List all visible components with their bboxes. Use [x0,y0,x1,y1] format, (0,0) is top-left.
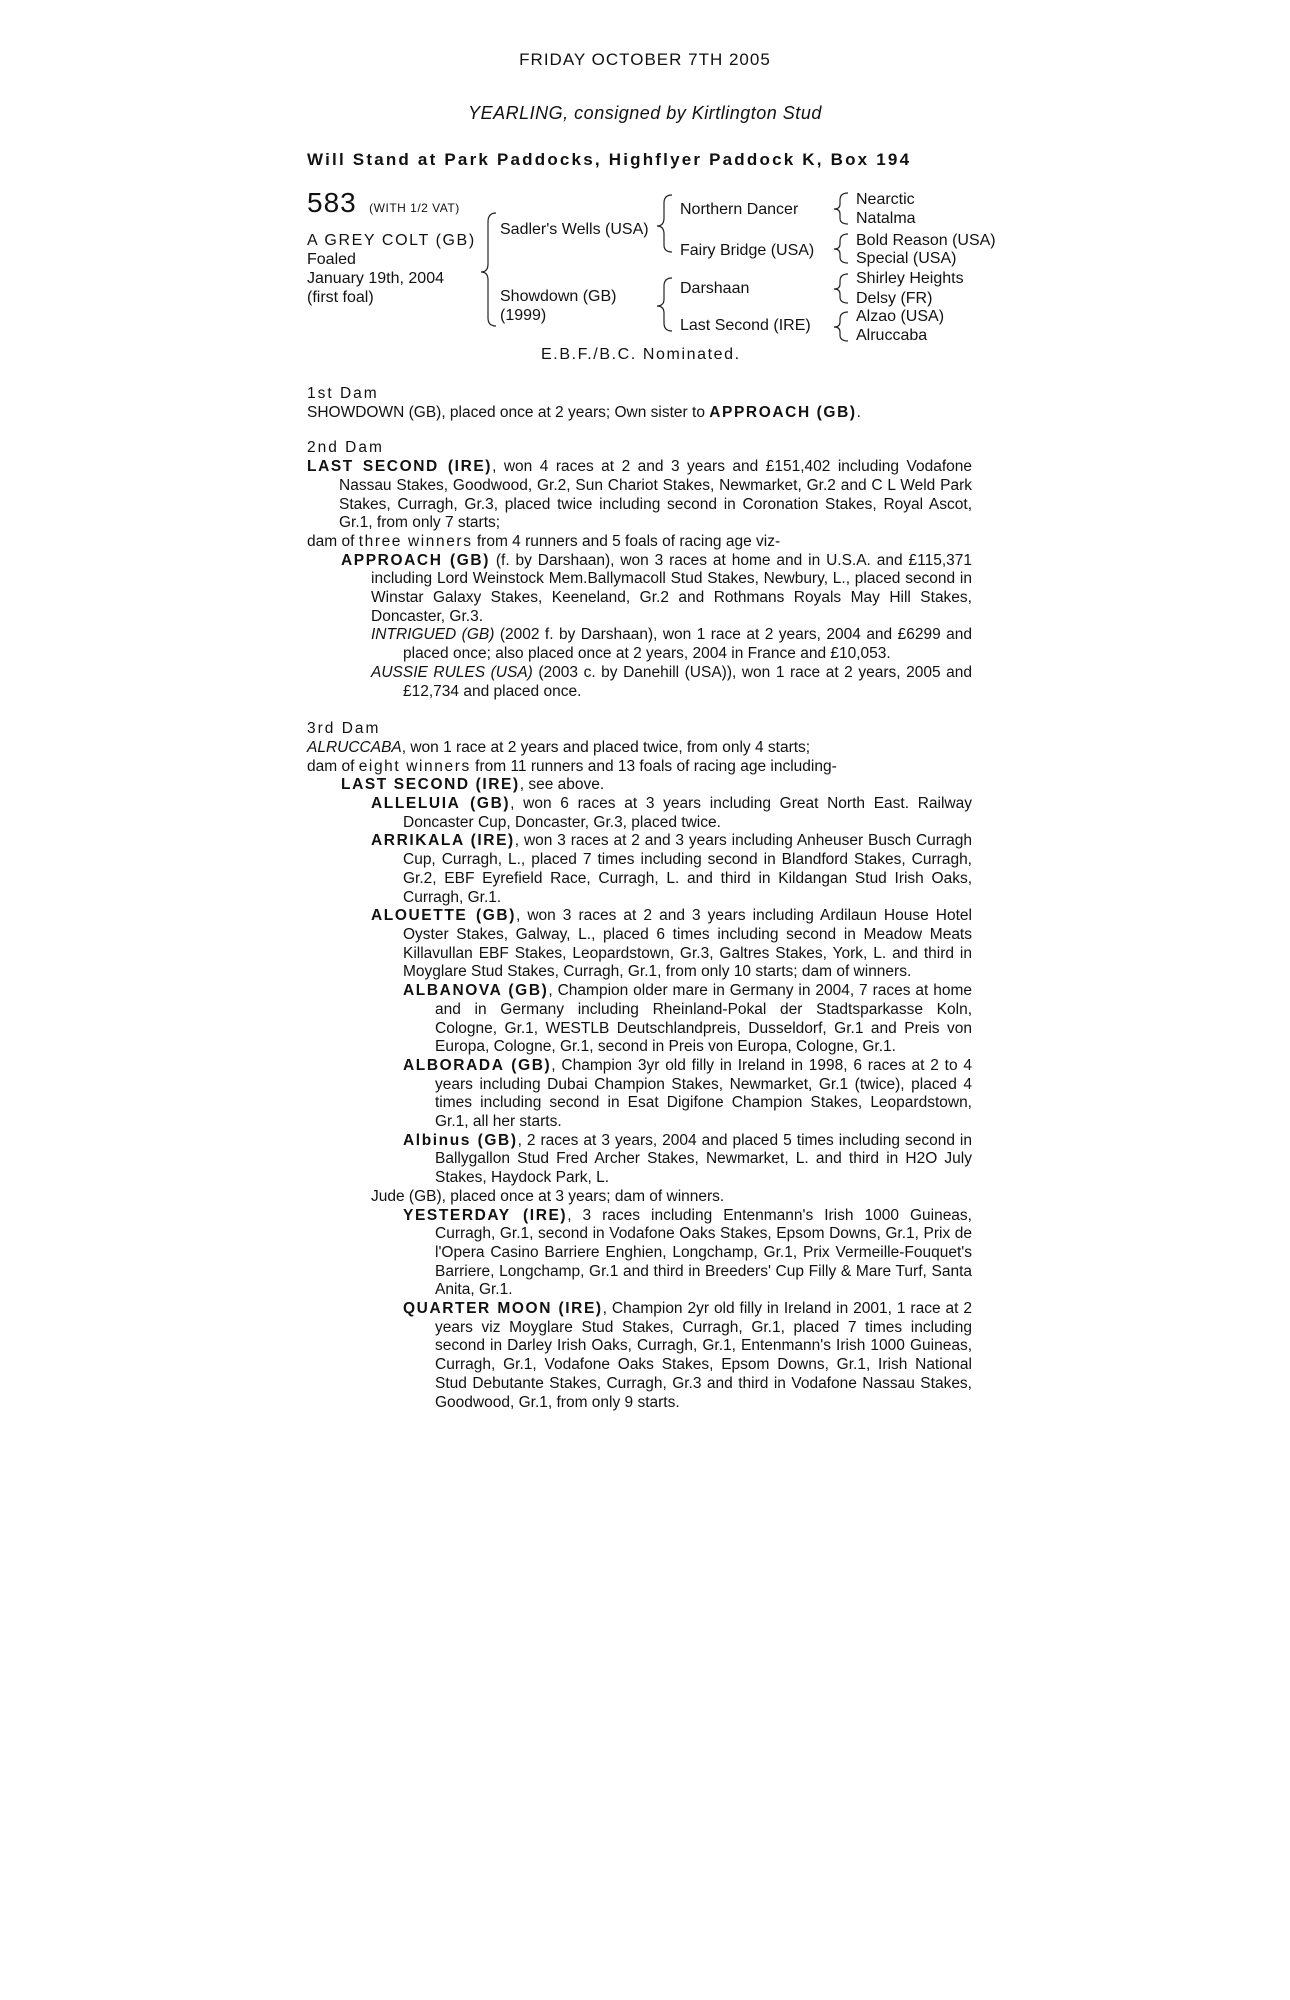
list-item [307,1300,972,1412]
dam-of-suffix: from 11 runners and 13 foals of racing age including- [470,757,837,775]
vat-note: (WITH 1/2 VAT) [369,201,460,215]
foaled-label: Foaled [307,251,356,268]
foaled-date: January 19th, 2004 [307,270,444,287]
first-dam-desc: SHOWDOWN (GB), placed once at 2 years; Own sister to [307,403,710,421]
nomination-note: E.B.F./B.C. Nominated. [541,346,741,363]
third-dam-desc: , won 1 race at 2 years and placed twice, from only 4 starts; [401,738,811,756]
produce-name: ARRIKALA (IRE) [371,832,515,850]
second-dam-name: LAST SECOND (IRE) [307,458,493,476]
produce-name: APPROACH (GB) [341,551,490,569]
produce-text: (2003 c. by Danehill (USA)), won 1 race at 2 years, 2005 and £12,734 and placed once. [403,663,972,700]
produce-text: , Champion 2yr old filly in Ireland in 2001, 1 race at 2 years viz Moyglare Stud Stakes, Curragh, Gr.1, placed 7 times including second in Darley Irish Oaks, Curragh, Gr.1, Entenmann's Irish 1000 Guineas, Curragh, Gr.1, Vodafone Oaks Stakes, Epsom Downs, Gr.1, Irish National Stud Debutante Stakes, Curragh, Gr.3 and third in Vodafone Nassau Stakes, Goodwood, Gr.1, from only 9 starts. [435,1300,972,1411]
bracket-dd [834,312,848,341]
list-item [307,1132,972,1188]
bracket-ss [834,193,848,224]
dam-of-prefix: dam of [307,532,359,550]
lot-description: A GREY COLT (GB) [307,232,476,249]
bracket-gen1 [481,213,496,326]
produce-text: , placed once at 3 years; dam of winners. [441,1187,725,1205]
pedigree-dam-name: Showdown (GB) [500,288,617,305]
bracket-ds [834,274,848,303]
second-dam-of [307,533,972,552]
produce-name: Albinus (GB) [403,1131,518,1149]
bracket-sd [834,234,848,263]
third-dam-text [307,739,972,758]
produce-text: , see above. [519,776,605,794]
pedigree-ssd: Natalma [856,210,916,227]
first-dam-end: . [856,403,861,421]
list-item [307,664,972,701]
produce-name: ALLELUIA (GB) [371,795,511,813]
lot-number: 583 [307,187,357,218]
dam-of-suffix: from 4 runners and 5 foals of racing age viz- [472,532,781,550]
pedigree-dss: Shirley Heights [856,270,964,287]
second-dam-desc: , won 4 races at 2 and 3 years and £151,402 including Vodafone Nassau Stakes, Goodwood, Gr.2, Sun Chariot Stakes, Newmarket, Gr.2 and C L Weld Park Stakes, Curragh, Gr.3, placed twice including second in Coronation Stakes, Royal Ascot, Gr.1, from only 7 starts; [339,458,973,532]
list-item [307,982,972,1057]
produce-text: , won 3 races at 2 and 3 years including Anheuser Busch Curragh Cup, Curragh, L., placed 7 times including second in Blandford Stakes, Curragh, Gr.2, EBF Eyrefield Race, Curragh, L. and third in Kildangan Stud Irish Oaks, Curragh, Gr.1. [403,832,972,906]
second-dam-heading: 2nd Dam [307,439,384,457]
list-item [307,552,972,627]
list-item [307,776,972,795]
pedigree-sdd: Special (USA) [856,250,957,267]
first-dam-text [307,404,972,423]
produce-text: , Champion older mare in Germany in 2004, 7 races at home and in Germany including Rheinland-Pokal der Stadtsparkasse Koln, Cologne, Gr.1, WESTLB Deutschlandpreis, Dusseldorf, Gr.1 and Preis von Europa, Cologne, Gr.1, second in Preis von Europa, Cologne, Gr.1. [435,982,972,1056]
produce-text: (f. by Darshaan), won 3 races at home and in U.S.A. and £115,371 including Lord Weinstock Mem.Ballymacoll Stud Stakes, Newbury, L., placed second in Winstar Galaxy Stakes, Keeneland, Gr.2 and Rothmans Royals May Hill Stakes, Doncaster, Gr.3. [371,551,972,625]
produce-name: Jude (GB) [371,1187,442,1205]
stand-location: Will Stand at Park Paddocks, Highflyer Paddock K, Box 194 [307,150,912,169]
list-item [307,1207,972,1301]
produce-name: LAST SECOND (IRE) [341,776,520,794]
produce-text: , 2 races at 3 years, 2004 and placed 5 times including second in Ballygallon Stud Fred Archer Stakes, Newmarket, L. and third in H2O July Stakes, Haydock Park, L. [435,1131,972,1187]
first-foal-note: (first foal) [307,289,374,306]
dam-of-prefix: dam of [307,757,359,775]
pedigree-sds: Bold Reason (USA) [856,232,996,249]
pedigree-sd: Fairy Bridge (USA) [680,242,815,259]
produce-name: YESTERDAY (IRE) [403,1206,568,1224]
pedigree-ds: Darshaan [680,280,750,297]
pedigree-dam-year: (1999) [500,307,547,324]
third-dam-name: ALRUCCABA [307,738,402,756]
list-item [307,1057,972,1132]
third-dam-heading: 3rd Dam [307,720,381,738]
bracket-sire [657,195,672,252]
dam-of-winners: eight winners [358,757,471,775]
produce-name: INTRIGUED (GB) [371,626,495,644]
catalogue-body [307,385,972,1412]
sale-date: FRIDAY OCTOBER 7TH 2005 [519,50,771,69]
produce-name: ALOUETTE (GB) [371,907,516,925]
consignment-line: YEARLING, consigned by Kirtlington Stud [468,103,822,123]
pedigree-dd: Last Second (IRE) [680,317,811,334]
list-item [307,832,972,907]
bracket-dam [657,278,672,331]
produce-text: , Champion 3yr old filly in Ireland in 1998, 6 races at 2 to 4 years including Dubai Champion Stakes, Newmarket, Gr.1 (twice), placed 4 times including second in Esat Digifone Champion Stakes, Leopardstown, Gr.1, all her starts. [435,1056,972,1131]
first-dam-sister: APPROACH (GB) [709,403,857,421]
third-dam-of [307,758,972,777]
pedigree-brackets [0,0,1290,360]
pedigree-sss: Nearctic [856,191,915,208]
first-dam-heading: 1st Dam [307,385,379,402]
second-dam-text [307,458,972,533]
list-item [307,1188,972,1207]
produce-text: (2002 f. by Darshaan), won 1 race at 2 years, 2004 and £6299 and placed once; also placed once at 2 years, 2004 in France and £10,053. [403,626,973,663]
list-item [307,907,972,982]
list-item [307,626,972,663]
pedigree-ddd: Alruccaba [856,327,928,344]
produce-name: AUSSIE RULES (USA) [371,663,533,681]
produce-text: , 3 races including Entenmann's Irish 1000 Guineas, Curragh, Gr.1, second in Vodafone Oaks Stakes, Epsom Downs, Gr.1, Prix de l'Opera Casino Barriere Enghien, Longchamp, Gr.1, Prix Vermeille-Fouquet's Barriere, Longchamp, Gr.1 and third in Breeders' Cup Filly & Mare Turf, Santa Anita, Gr.1. [435,1206,972,1299]
produce-text: , won 3 races at 2 and 3 years including Ardilaun House Hotel Oyster Stakes, Galway, L., placed 6 times including second in Meadow Meats Killavullan EBF Stakes, Leopardstown, Gr.3, Galtres Stakes, York, L. and third in Moyglare Stud Stakes, Curragh, Gr.1, from only 10 starts; dam of winners. [403,907,972,981]
pedigree-ss: Northern Dancer [680,201,799,218]
pedigree-dds: Alzao (USA) [856,308,945,325]
produce-name: ALBORADA (GB) [403,1056,552,1074]
list-item [307,795,972,832]
produce-name: ALBANOVA (GB) [403,982,549,1000]
pedigree-dsd: Delsy (FR) [856,290,933,307]
produce-name: QUARTER MOON (IRE) [403,1300,603,1318]
dam-of-winners: three winners [358,532,473,550]
produce-text: , won 6 races at 3 years including Great North East. Railway Doncaster Cup, Doncaster, Gr.3, placed twice. [403,795,973,831]
pedigree-sire: Sadler's Wells (USA) [500,221,649,238]
